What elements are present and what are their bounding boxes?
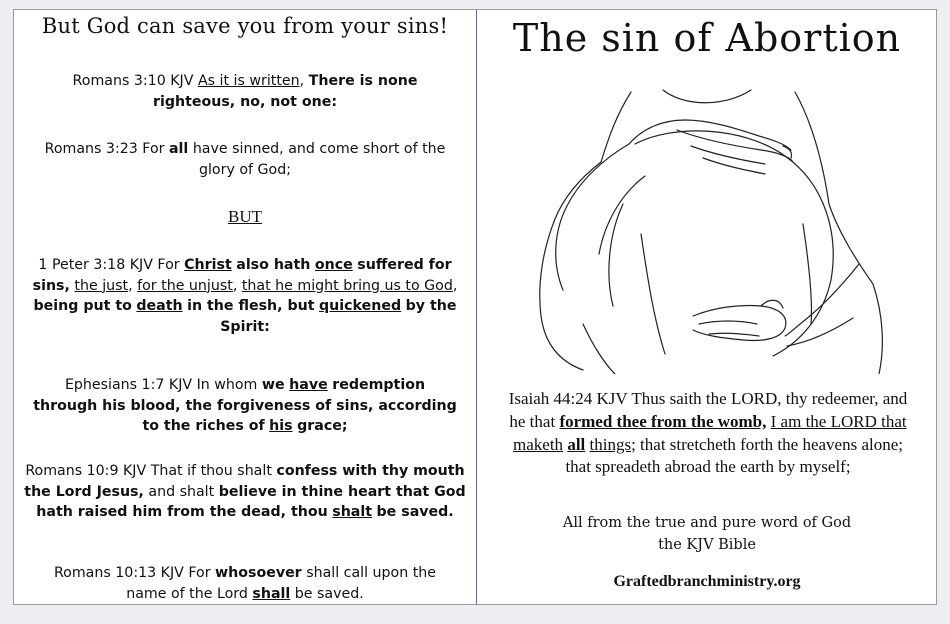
tract-title: The sin of Abortion xyxy=(512,16,902,60)
verse-isaiah-44-24: Isaiah 44:24 KJV Thus saith the LORD, thy redeemer, and he that formed thee from the womb, I am the LORD that maketh all things; that stretcheth forth the heavens alone; that spreadeth abroad the earth by myself; xyxy=(508,389,908,477)
website-link[interactable]: Graftedbranchministry.org xyxy=(613,573,801,590)
verse-romans-10-9: Romans 10:9 KJV That if thou shalt confess with thy mouth the Lord Jesus, and shalt believe in thine heart that God hath raised him from the dead, thou shalt be saved. xyxy=(24,463,466,520)
but-word: BUT xyxy=(228,207,262,226)
pregnant-woman-illustration-icon xyxy=(513,84,903,374)
source-note: All from the true and pure word of God the KJV Bible xyxy=(562,515,852,553)
left-panel xyxy=(14,10,476,605)
verse-ephesians-1-7: Ephesians 1:7 KJV In whom we have redemption through his blood, the forgiveness of sins, according to the riches of his grace; xyxy=(33,377,457,434)
salvation-heading: But God can save you from your sins! xyxy=(41,14,449,38)
verse-1-peter-3-18: 1 Peter 3:18 KJV For Christ also hath once suffered for sins, the just, for the unjust, that he might bring us to God, being put to death in the flesh, but quickened by the Spirit: xyxy=(32,257,458,335)
right-panel xyxy=(477,10,937,605)
verse-romans-10-13: Romans 10:13 KJV For whosoever shall call upon the name of the Lord shall be saved. xyxy=(53,565,437,602)
verse-romans-3-10: Romans 3:10 KJV As it is written, There is none righteous, no, not one: xyxy=(72,73,418,110)
verse-romans-3-23: Romans 3:23 For all have sinned, and come short of the glory of God; xyxy=(44,141,446,178)
